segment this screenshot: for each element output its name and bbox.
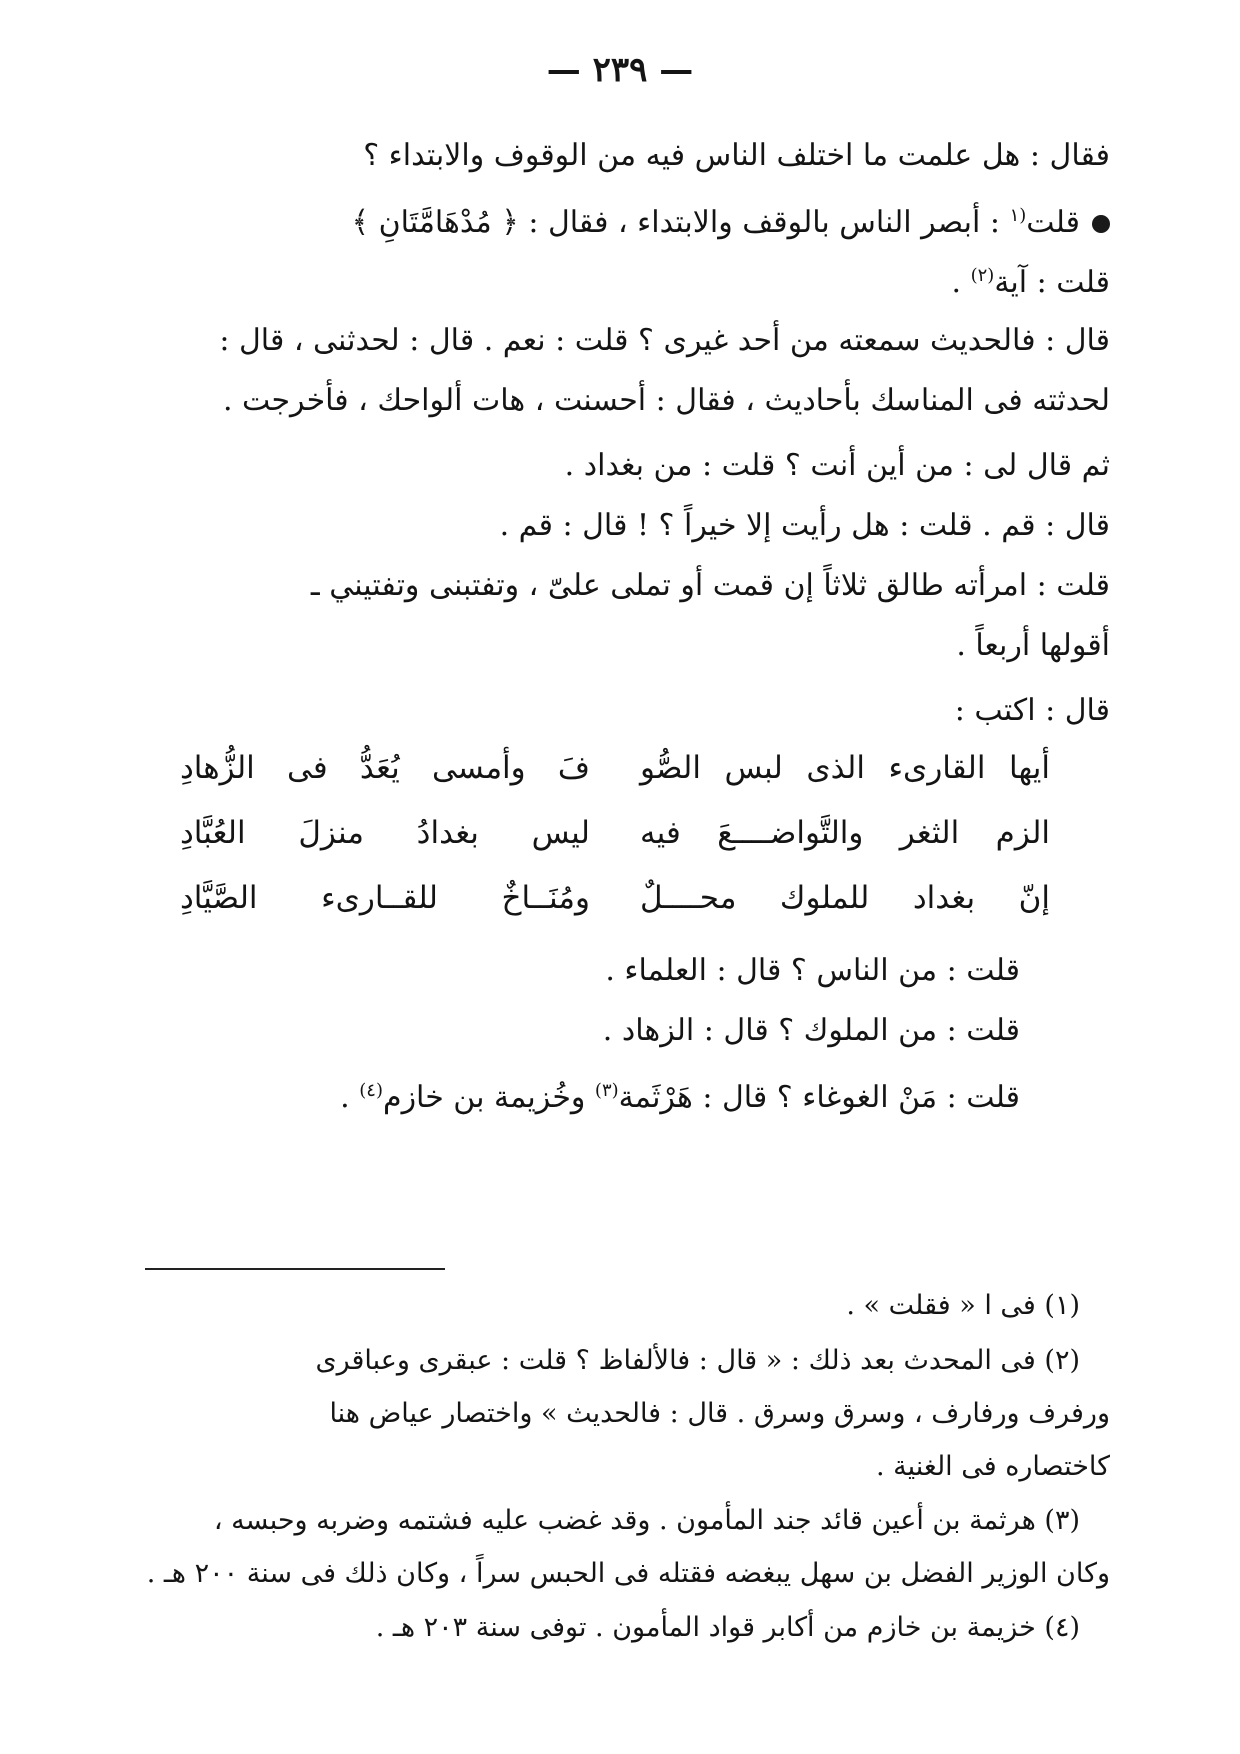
text-line-9: أقولها أربعاً . — [956, 628, 1110, 663]
poem-verse-1-second-hemistich: فَ وأمسى يُعَدُّ فى الزُّهادِ — [180, 750, 590, 786]
footnote-ref-3: (٣) — [594, 1080, 619, 1101]
footnote-2-line-1: (٢) فى المحدث بعد ذلك : « قال : فالألفاظ ؟ قلت : عبقرى وعباقرى — [315, 1345, 1080, 1376]
footnote-2-line-3: كاختصاره فى الغنية . — [875, 1451, 1110, 1482]
dialogue-line-3-end: . — [340, 1080, 350, 1115]
footnote-ref-1: (١ — [1009, 205, 1027, 226]
poem-verse-1-first-hemistich: أيها القارىء الذى لبس الصُّو — [640, 750, 1050, 786]
text-line-2-start: قلت — [1026, 205, 1080, 240]
text-line-8: قلت : امرأته طالق ثلاثاً إن قمت أو تملى علىّ ، وتفتبنى وتفتيني ـ — [310, 568, 1110, 603]
dialogue-line-3 — [340, 1070, 1020, 1119]
footnote-3-line-1: (٣) هرثمة بن أعين قائد جند المأمون . وقد غضب عليه فشتمه وضربه وحبسه ، — [213, 1505, 1080, 1536]
page-number: — ٢٣٩ — — [546, 50, 694, 90]
footnote-separator — [145, 1268, 445, 1270]
footnote-ref-4: (٤) — [359, 1080, 383, 1101]
text-line-6: ثم قال لى : من أين أنت ؟ قلت : من بغداد . — [564, 448, 1110, 483]
text-line-3 — [951, 255, 1110, 304]
text-line-5: لحدثته فى المناسك بأحاديث ، فقال : أحسنت ، هات ألواحك ، فأخرجت . — [222, 383, 1110, 418]
footnote-4: (٤) خزيمة بن خازم من أكابر قواد المأمون . توفى سنة ٢٠٣ هـ . — [375, 1612, 1080, 1643]
text-line-2-rest: : أبصر الناس بالوقف والابتداء ، فقال : ﴿ مُدْهَامَّتَانِ ﴾ — [351, 205, 1001, 240]
text-line-3-start: قلت : آية — [994, 265, 1110, 300]
text-line-2 — [351, 195, 1110, 244]
footnote-2-line-2: ورفرف ورفارف ، وسرق وسرق . قال : فالحديث » واختصار عياض هنا — [329, 1398, 1110, 1429]
dialogue-line-2: قلت : من الملوك ؟ قال : الزهاد . — [602, 1013, 1020, 1048]
poem-verse-3 — [180, 880, 1050, 916]
poem-verse-2-first-hemistich: الزم الثغر والتَّواضــــعَ فيه — [640, 815, 1050, 851]
footnote-ref-2: (٢) — [970, 265, 995, 286]
text-line-4: قال : فالحديث سمعته من أحد غيرى ؟ قلت : نعم . قال : لحدثنى ، قال : — [219, 323, 1110, 358]
dialogue-line-1: قلت : من الناس ؟ قال : العلماء . — [605, 953, 1020, 988]
text-line-7: قال : قم . قلت : هل رأيت إلا خيراً ؟ ! قال : قم . — [499, 508, 1110, 543]
poem-verse-2-second-hemistich: ليس بغدادُ منزلَ العُبَّادِ — [180, 815, 590, 851]
text-line-1: فقال : هل علمت ما اختلف الناس فيه من الوقوف والابتداء ؟ — [363, 138, 1110, 173]
poem-verse-2 — [180, 815, 1050, 851]
text-line-10: قال : اكتب : — [954, 693, 1110, 728]
dialogue-line-3-middle: وخُزيمة بن خازم — [383, 1080, 586, 1115]
bullet-dot-icon — [1092, 215, 1110, 233]
poem-verse-3-first-hemistich: إنّ بغداد للملوك محــــلٌ — [640, 880, 1050, 916]
dialogue-line-3-start: قلت : مَنْ الغوغاء ؟ قال : هَرْثَمة — [618, 1080, 1020, 1115]
footnote-1: (١) فى ا « فقلت » . — [846, 1290, 1080, 1321]
text-line-3-end: . — [951, 265, 962, 300]
poem-verse-1 — [180, 750, 1050, 786]
footnote-3-line-2: وكان الوزير الفضل بن سهل يبغضه فقتله فى الحبس سراً ، وكان ذلك فى سنة ٢٠٠ هـ . — [146, 1558, 1110, 1589]
poem-verse-3-second-hemistich: ومُنَــاخٌ للقــارىء الصَّيَّادِ — [180, 880, 590, 916]
